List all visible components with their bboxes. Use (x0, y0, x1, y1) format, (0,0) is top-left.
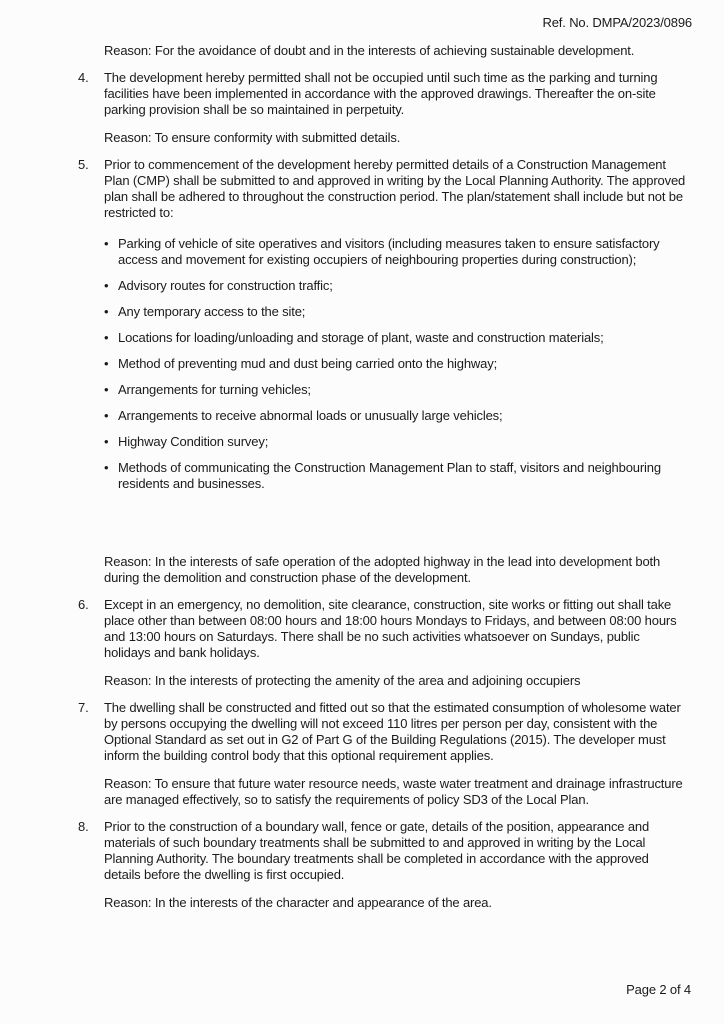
condition-5-text: Prior to commencement of the development hereby permitted details of a Construction Management Plan (CMP) shall be submitted to and approved in writing by the Local Planning Authority. The approved plan shall be adhered to throughout the construction period. The plan/statement shall include but not be restricted to: (104, 157, 686, 220)
bullet-text: Highway Condition survey; (118, 434, 269, 449)
bullet-text: Parking of vehicle of site operatives and visitors (including measures taken to ensure satisfactory access and movement for existing occupiers of neighbouring properties during construction); (118, 236, 660, 267)
bullet-marker: • (104, 434, 109, 449)
page-number: Page 2 of 4 (626, 982, 691, 997)
bullet-text: Method of preventing mud and dust being carried onto the highway; (118, 356, 498, 371)
condition-7-text: The dwelling shall be constructed and fitted out so that the estimated consumption of wholesome water by persons occupying the dwelling will not exceed 110 litres per person per day, consistent with the Optional Standard as set out in G2 of Part G of the Building Regulations (2015). The developer must inform the building control body that this optional requirement applies. (104, 700, 681, 763)
condition-5-reason: Reason: In the interests of safe operation of the adopted highway in the lead into development both during the demolition and construction phase of the development. (104, 554, 661, 585)
condition-7 (78, 700, 688, 764)
condition-8-text: Prior to the construction of a boundary wall, fence or gate, details of the position, appearance and materials of such boundary treatments shall be submitted to and approved in writing by the Local Planning Authority. The boundary treatments shall be completed in accordance with the approved details before the dwelling is first occupied. (104, 819, 650, 882)
condition-6 (78, 597, 688, 661)
condition-5-number: 5. (78, 157, 89, 172)
bullet-item-turning-vehicles (104, 382, 688, 398)
condition-6-reason: Reason: In the interests of protecting the amenity of the area and adjoining occupiers (104, 673, 581, 688)
condition-4-number: 4. (78, 70, 89, 85)
condition-7-reason: Reason: To ensure that future water resource needs, waste water treatment and drainage infrastructure are managed effectively, so to satisfy the requirements of policy SD3 of the Local Plan. (104, 776, 683, 807)
condition-8-number: 8. (78, 819, 89, 834)
bullet-marker: • (104, 304, 109, 319)
bullet-text: Advisory routes for construction traffic; (118, 278, 333, 293)
reference-number: Ref. No. DMPA/2023/0896 (542, 15, 692, 30)
bullet-text: Arrangements for turning vehicles; (118, 382, 311, 397)
bullet-marker: • (104, 356, 109, 371)
bullet-marker: • (104, 382, 109, 397)
bullet-text: Methods of communicating the Construction Management Plan to staff, visitors and neighbouring residents and businesses. (118, 460, 661, 491)
bullet-item-mud-dust (104, 356, 688, 372)
condition-4-reason: Reason: To ensure conformity with submitted details. (104, 130, 401, 145)
bullet-marker: • (104, 330, 109, 345)
bullet-text: Arrangements to receive abnormal loads or unusually large vehicles; (118, 408, 503, 423)
bullet-item-highway-survey (104, 434, 688, 450)
bullet-text: Any temporary access to the site; (118, 304, 306, 319)
condition-5 (78, 157, 688, 221)
condition-4 (78, 70, 688, 118)
bullet-item-parking (104, 236, 688, 268)
condition-6-number: 6. (78, 597, 89, 612)
cmp-bullet-list (104, 236, 688, 492)
reason-paragraph-intro: Reason: For the avoidance of doubt and in the interests of achieving sustainable development. (104, 43, 635, 58)
bullet-item-communication (104, 460, 688, 492)
bullet-marker: • (104, 278, 109, 293)
bullet-text: Locations for loading/unloading and storage of plant, waste and construction materials; (118, 330, 604, 345)
bullet-marker: • (104, 236, 109, 251)
bullet-item-loading-storage (104, 330, 688, 346)
condition-8-reason: Reason: In the interests of the character and appearance of the area. (104, 895, 492, 910)
bullet-item-abnormal-loads (104, 408, 688, 424)
bullet-marker: • (104, 460, 109, 475)
bullet-marker: • (104, 408, 109, 423)
document-body (78, 43, 688, 911)
condition-8 (78, 819, 688, 883)
condition-6-text: Except in an emergency, no demolition, site clearance, construction, site works or fitting out shall take place other than between 08:00 hours and 18:00 hours Mondays to Fridays, and between 08:00 hours and 13:00 hours on Saturdays. There shall be no such activities whatsoever on Sundays, public holidays and bank holidays. (104, 597, 677, 660)
condition-7-number: 7. (78, 700, 89, 715)
condition-4-text: The development hereby permitted shall not be occupied until such time as the parking and turning facilities have been implemented in accordance with the approved drawings. Thereafter the on-site parking provision shall be so maintained in perpetuity. (104, 70, 658, 117)
bullet-item-temporary-access (104, 304, 688, 320)
bullet-item-advisory-routes (104, 278, 688, 294)
